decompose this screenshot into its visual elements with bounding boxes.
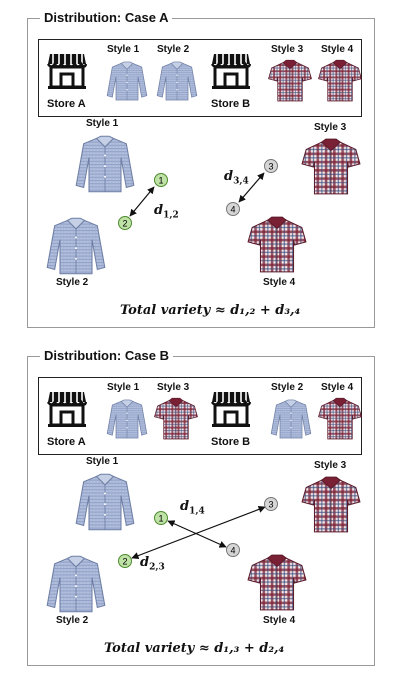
store-b-style-2-label: Style 2 [271,382,304,393]
node-2-text: 2 [122,556,128,567]
node-3-text: 3 [268,499,274,510]
store-b-label: Store B [211,98,251,110]
style-1-label: Style 1 [86,456,119,467]
style-1-label: Style 1 [86,118,119,129]
store-a-style-1-label: Style 1 [107,44,140,55]
style-3-label: Style 3 [314,460,347,471]
case-a-title: Distribution: Case A [40,10,172,25]
case-a-panel [27,10,375,328]
distance-label-d14: $d_{1,4}$ [180,499,205,517]
style-2-label: Style 2 [56,277,89,288]
store-a-label: Store A [47,436,86,448]
style-4-label: Style 4 [263,615,296,626]
store-b-style-3-label: Style 3 [271,44,304,55]
node-3-text: 3 [268,161,274,172]
case-b-title: Distribution: Case B [40,348,173,363]
style-4-label: Style 4 [263,277,296,288]
style-3-label: Style 3 [314,122,347,133]
node-4-text: 4 [230,204,236,215]
case-b-total-variety-formula: Total variety ≈ d₁,₃ + d₂,₄ [104,641,285,656]
case-a-total-variety-formula: Total variety ≈ d₁,₂ + d₃,₄ [120,303,301,318]
node-2-text: 2 [122,218,128,229]
distance-label-d12: $d_{1,2}$ [154,203,179,221]
store-b-style-4-label: Style 4 [321,382,354,393]
store-a-label: Store A [47,98,86,110]
store-b-style-4-label: Style 4 [321,44,354,55]
store-a-style-1-label: Style 1 [107,382,140,393]
arrow-d12 [130,187,154,216]
case-a-distance-arrows [28,19,376,329]
case-b-panel [27,348,375,666]
node-1-text: 1 [158,513,164,524]
distance-label-d23: $d_{2,3}$ [140,555,165,573]
style-2-label: Style 2 [56,615,89,626]
distance-label-d34: $d_{3,4}$ [224,169,249,187]
store-a-style-2-label: Style 2 [157,44,190,55]
node-1-text: 1 [158,175,164,186]
node-4-text: 4 [230,545,236,556]
store-b-label: Store B [211,436,251,448]
store-a-style-3-label: Style 3 [157,382,190,393]
